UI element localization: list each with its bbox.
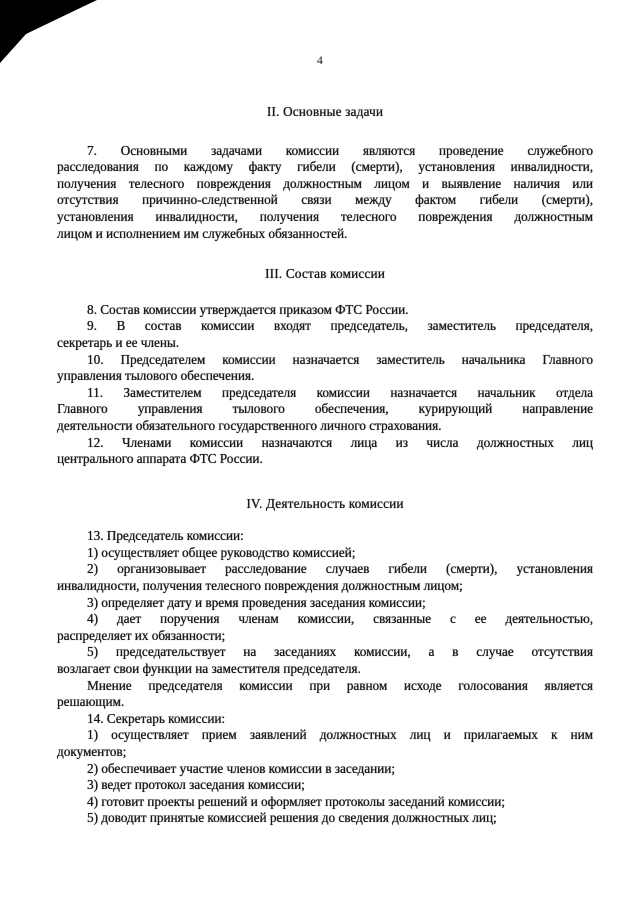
document-content <box>57 0 593 827</box>
text-line: центрального аппарата ФТС России. <box>57 451 263 467</box>
text-line: 5) председательствует на заседаниях комиссии, а в случае отсутствия <box>87 644 593 660</box>
text-line: решающим. <box>57 694 125 710</box>
text-line: лицом и исполнением им служебных обязанностей. <box>57 225 348 241</box>
text-line: 3) определяет дату и время проведения заседания комиссии; <box>87 594 426 610</box>
text-line: секретарь и ее члены. <box>57 334 180 350</box>
text-line: получения телесного повреждения должностным лицом и выявление наличия или <box>57 175 593 191</box>
section-heading: III. Состав комиссии <box>265 266 385 282</box>
text-line: деятельности обязательного государственного личного страхования. <box>57 417 442 433</box>
text-line: отсутствия причинно-следственной связи между фактом гибели (смерти), <box>57 192 593 208</box>
text-line: 1) осуществляет прием заявлений должностных лиц и прилагаемых к ним <box>87 727 593 743</box>
text-line: документов; <box>57 744 127 759</box>
text-line: установления инвалидности, получения телесного повреждения должностным <box>57 208 593 224</box>
text-line: 12. Членами комиссии назначаются лица из числа должностных лиц <box>87 434 593 450</box>
section-heading: IV. Деятельность комиссии <box>246 495 404 511</box>
text-line: 4) дает поручения членам комиссии, связанные с ее деятельностью, <box>87 611 593 627</box>
text-line: расследования по каждому факту гибели (смерти), установления инвалидности, <box>57 159 593 175</box>
text-line: 10. Председателем комиссии назначается заместитель начальника Главного <box>87 351 593 367</box>
text-line: 7. Основными задачами комиссии являются проведение служебного <box>87 142 593 158</box>
text-line: 3) ведет протокол заседания комиссии; <box>87 777 305 793</box>
text-line: 14. Секретарь комиссии: <box>87 710 226 726</box>
text-line: 11. Заместителем председателя комиссии назначается начальник отдела <box>87 384 593 400</box>
section-heading: II. Основные задачи <box>266 104 384 119</box>
text-line: 8. Состав комиссии утверждается приказом ФТС России. <box>87 301 409 317</box>
text-line: 13. Председатель комиссии: <box>87 528 244 544</box>
text-line: Мнение председателя комиссии при равном исходе голосования является <box>87 677 593 693</box>
page-number: 4 <box>316 53 324 67</box>
text-line: распределяет их обязанности; <box>57 627 226 643</box>
text-line: 2) обеспечивает участие членов комиссии в заседании; <box>87 760 395 776</box>
text-line: 1) осуществляет общее руководство комиссией; <box>87 544 356 560</box>
text-line: управления тылового обеспечения. <box>57 368 255 384</box>
text-line: 9. В состав комиссии входят председатель, заместитель председателя, <box>87 318 593 334</box>
text-line: Главного управления тылового обеспечения, курирующий направление <box>57 401 593 417</box>
text-line: возлагает свои функции на заместителя председателя. <box>57 661 361 677</box>
text-line: 4) готовит проекты решений и оформляет протоколы заседаний комиссии; <box>87 793 505 809</box>
text-line: 5) доводит принятые комиссией решения до сведения должностных лиц; <box>87 810 497 826</box>
text-line: инвалидности, получения телесного повреждения должностным лицом; <box>57 578 463 594</box>
text-line: 2) организовывает расследование случаев гибели (смерти), установления <box>87 561 593 577</box>
